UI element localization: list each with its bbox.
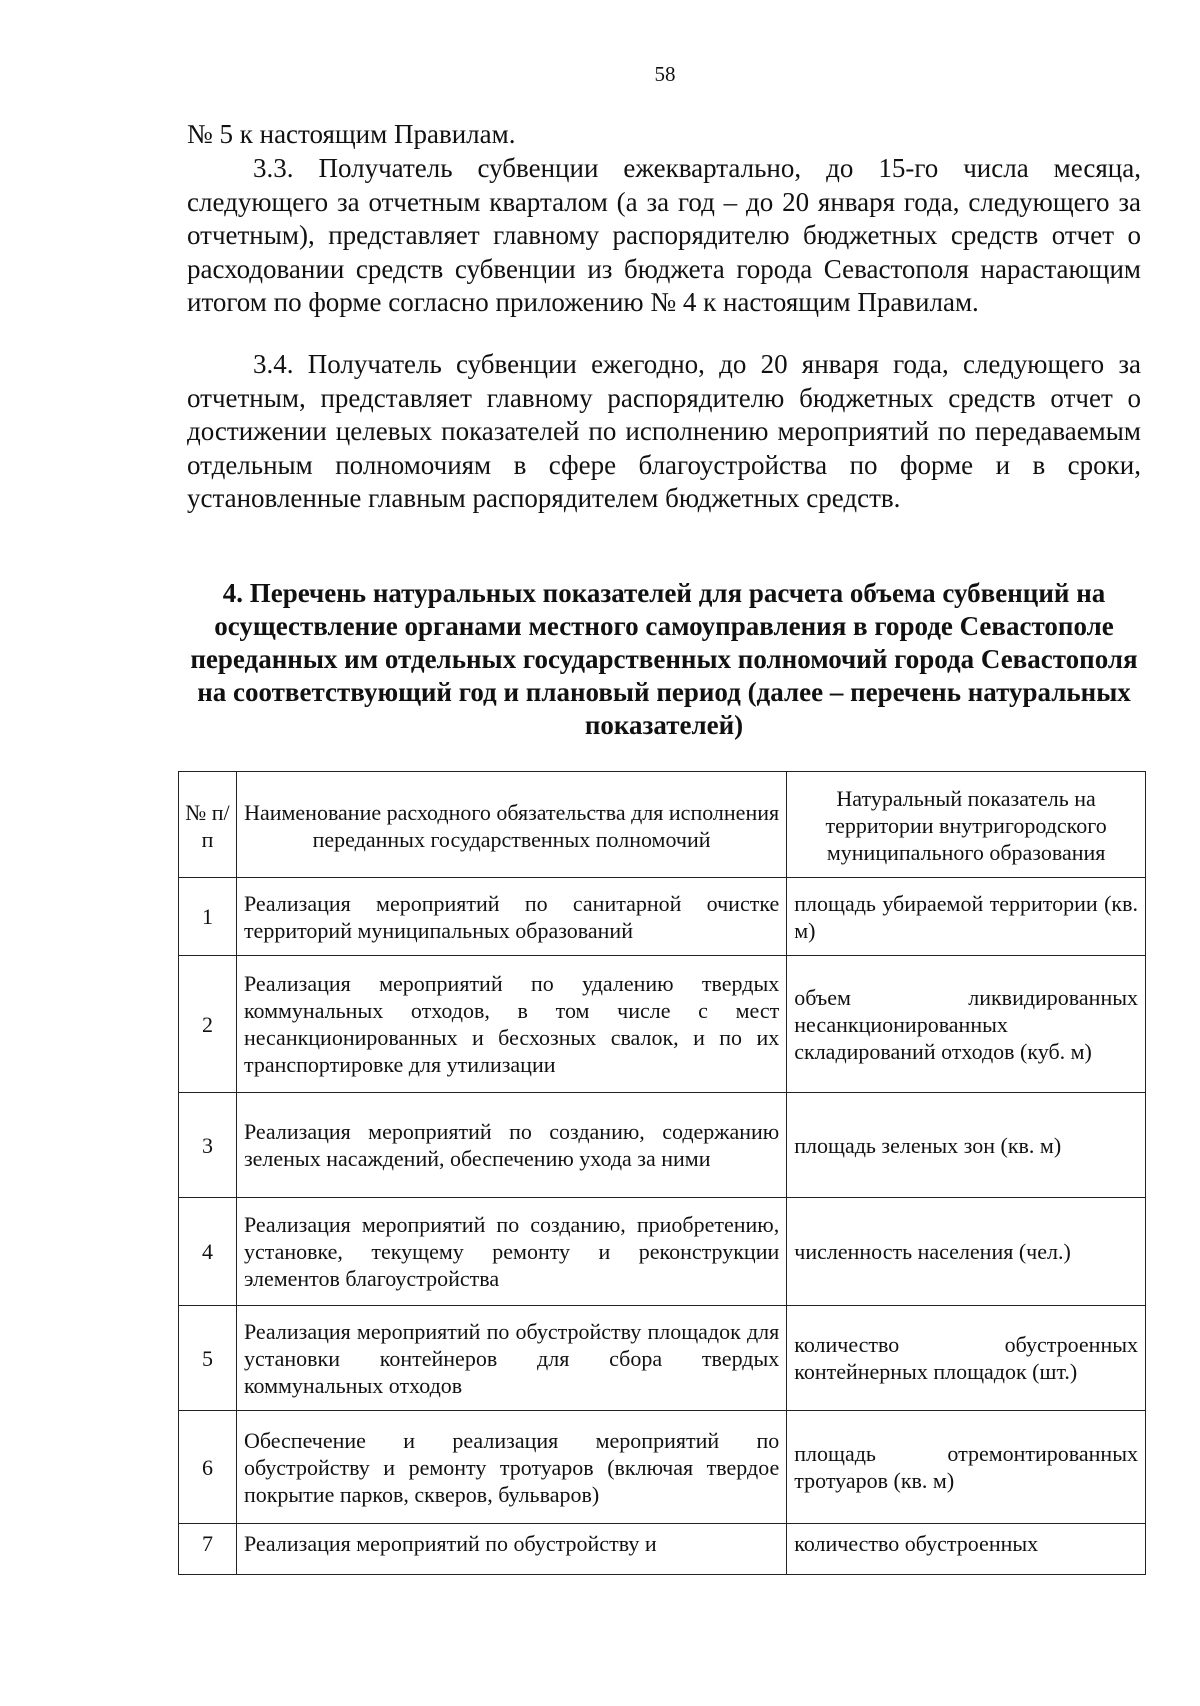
- indicators-table: [178, 771, 1146, 1575]
- row-indicator: количество обустроенных контейнерных площадок (шт.): [787, 1306, 1146, 1411]
- row-indicator: площадь зеленых зон (кв. м): [787, 1093, 1146, 1198]
- paragraph-text: № 5 к настоящим Правилам.: [187, 119, 516, 149]
- page-number: 58: [654, 62, 676, 86]
- header-num: № п/п: [179, 772, 237, 878]
- table-row: [179, 956, 1146, 1093]
- row-indicator: численность населения (чел.): [787, 1198, 1146, 1306]
- row-num: 5: [179, 1306, 237, 1411]
- paragraph-text: 3.3. Получатель субвенции ежеквартально, до 15-го числа месяца, следующего за отчетным кварталом (а за год – до 20 января года, следующего за отчетным), представляет главному распорядителю бюджетных средств отчет о расходовании средств субвенции из бюджета города Севастополя нарастающим итогом по форме согласно приложению № 4 к настоящим Правилам.: [187, 153, 1141, 317]
- row-description: Реализация мероприятий по обустройству и: [236, 1524, 786, 1575]
- row-indicator: количество обустроенных: [787, 1524, 1146, 1575]
- row-description: Реализация мероприятий по удалению твердых коммунальных отходов, в том числе с мест несанкционированных и бесхозных свалок, и по их транспортировке для утилизации: [236, 956, 786, 1093]
- row-num: 7: [179, 1524, 237, 1575]
- row-indicator: площадь отремонтированных тротуаров (кв. м): [787, 1411, 1146, 1524]
- table-row: [179, 1198, 1146, 1306]
- row-description: Обеспечение и реализация мероприятий по обустройству и ремонту тротуаров (включая твердое покрытие парков, скверов, бульваров): [236, 1411, 786, 1524]
- header-indicator: Натуральный показатель на территории внутригородского муниципального образования: [787, 772, 1146, 878]
- header-description: Наименование расходного обязательства для исполнения переданных государственных полномочий: [236, 772, 786, 878]
- table-row: [179, 1524, 1146, 1575]
- row-num: 6: [179, 1411, 237, 1524]
- paragraph-continuation: [187, 118, 1141, 152]
- row-num: 2: [179, 956, 237, 1093]
- table-row: [179, 1306, 1146, 1411]
- row-num: 1: [179, 878, 237, 956]
- row-description: Реализация мероприятий по созданию, приобретению, установке, текущему ремонту и реконструкции элементов благоустройства: [236, 1198, 786, 1306]
- row-description: Реализация мероприятий по санитарной очистке территорий муниципальных образований: [236, 878, 786, 956]
- table-header-row: [179, 772, 1146, 878]
- row-description: Реализация мероприятий по созданию, содержанию зеленых насаждений, обеспечению ухода за ними: [236, 1093, 786, 1198]
- table-row: [179, 1411, 1146, 1524]
- paragraph-3-3: [187, 152, 1141, 320]
- section-heading: 4. Перечень натуральных показателей для расчета объема субвенций на осуществление органами местного самоуправления в городе Севастополе переданных им отдельных государственных полномочий города Севастополя на соответствующий год и плановый период (далее – перечень натуральных показателей): [190, 578, 1138, 740]
- paragraph-3-4: [187, 348, 1141, 516]
- row-indicator: объем ликвидированных несанкционированных складирований отходов (куб. м): [787, 956, 1146, 1093]
- row-description: Реализация мероприятий по обустройству площадок для установки контейнеров для сбора твердых коммунальных отходов: [236, 1306, 786, 1411]
- paragraph-text: 3.4. Получатель субвенции ежегодно, до 20 января года, следующего за отчетным, представляет главному распорядителю бюджетных средств отчет о достижении целевых показателей по исполнению мероприятий по передаваемым отдельным полномочиям в сфере благоустройства по форме и в сроки, установленные главным распорядителем бюджетных средств.: [187, 349, 1141, 513]
- row-num: 4: [179, 1198, 237, 1306]
- table-row: [179, 1093, 1146, 1198]
- row-indicator: площадь убираемой территории (кв. м): [787, 878, 1146, 956]
- table-row: [179, 878, 1146, 956]
- row-num: 3: [179, 1093, 237, 1198]
